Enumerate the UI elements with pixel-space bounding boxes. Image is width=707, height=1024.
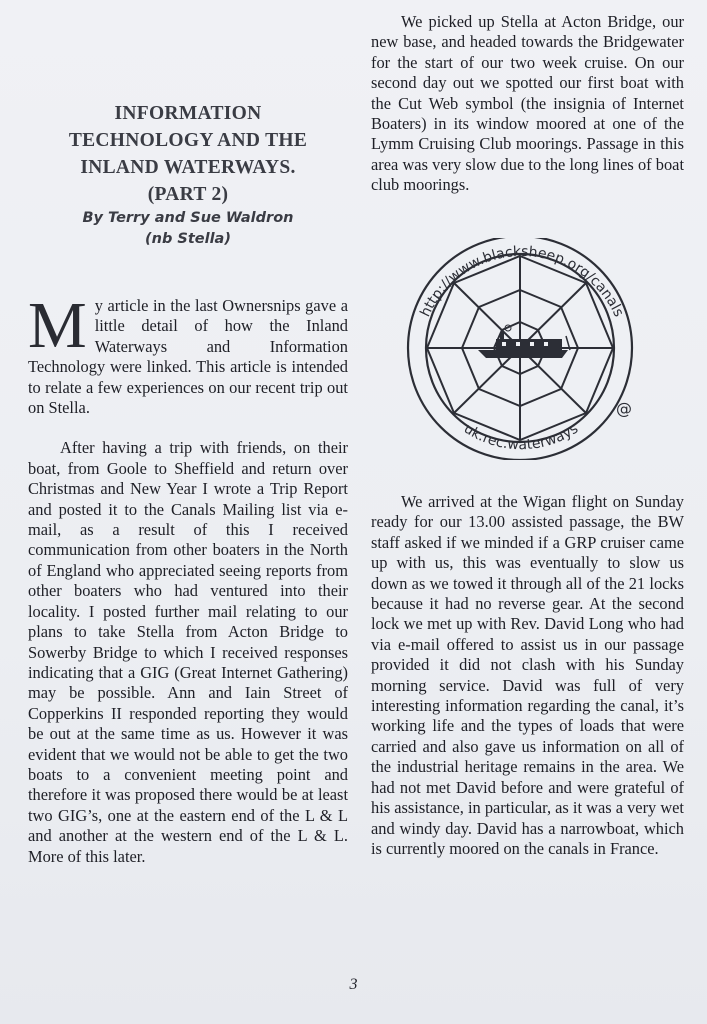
right-column-top xyxy=(371,12,684,196)
title-line-2: TECHNOLOGY AND THE xyxy=(68,130,308,151)
left-column xyxy=(28,100,348,867)
title-line-3: INLAND WATERWAYS. xyxy=(80,157,296,178)
logo-url-text: http://www.blacksheep.org/canals xyxy=(417,243,627,320)
paragraph-intro-text: y article in the last Ownersnips gave a little detail of how the Inland Waterways and Information Technology were linked. This article is intended to relate a few experiences on our recent trip out on Stella. xyxy=(28,296,348,418)
paragraph-wigan-flight: We arrived at the Wigan flight on Sunday ready for our 13.00 assisted passage, the BW staff asked if we minded if a GRP cruiser came up with us, this was eventually to slow us down as we towed it through all of the 21 locks because it had no reverse gear. At the second lock we met up with Rev. David Long who had via e-mail offered to assist us in our passage provided it did not clash with his Sunday morning service. David was full of very interesting information regarding the canal, it’s working life and the types of loads that were carried and also gave us information on all of the industrial heritage remains in the area. We had not met David before and were grateful of his assistance, in particular, as it was a very wet and windy day. David has a narrowboat, which is currently moored on the canals in France. xyxy=(371,492,684,858)
title-line-1: INFORMATION xyxy=(114,103,262,124)
cut-web-logo xyxy=(398,238,644,460)
article-title xyxy=(28,100,348,208)
logo-at-symbol: @ xyxy=(616,399,632,418)
drop-cap: M xyxy=(28,289,87,362)
title-line-4: (PART 2) xyxy=(147,184,229,205)
byline-authors: By Terry and Sue Waldron xyxy=(82,210,294,226)
paragraph-intro xyxy=(28,289,348,418)
byline-boat: (nb Stella) xyxy=(145,231,231,247)
paragraph-acton-bridge: We picked up Stella at Acton Bridge, our new base, and headed towards the Bridgewater for the start of our two week cruise. On our second day out we spotted our first boat with the Cut Web symbol (the insignia of Internet Boaters) in its window moored at one of the Lymm Cruising Club moorings. Passage in this area was very slow due to the long lines of boat club moorings. xyxy=(371,12,684,195)
page-number: 3 xyxy=(349,976,358,993)
article-byline xyxy=(28,208,348,250)
paragraph-trip-report: After having a trip with friends, on their boat, from Goole to Sheffield and return over Christmas and New Year I wrote a Trip Report and posted it to the Canals Mailing list via e-mail, as a result of this I received communication from other boaters in the North of England who appreciated seeing reports from other boaters who had ventured into their locality. I posted further mail relating to our plans to take Stella from Acton Bridge to Sowerby Bridge to which I received responses indicating that a GIG (Great Internet Gathering) may be possible. Ann and Iain Street of Copperkins II responded reporting they would be out at the same time as us. However it was evident that we would not be able to get the two boats to a convenient meeting point and therefore it was proposed there would be at least two GIG’s, one at the eastern end of the L & L and another at the western end of the L & L. More of this later. xyxy=(28,438,348,866)
logo-newsgroup-text: uk.rec.waterways xyxy=(460,420,582,454)
cut-web-logo-graphic xyxy=(398,238,644,460)
